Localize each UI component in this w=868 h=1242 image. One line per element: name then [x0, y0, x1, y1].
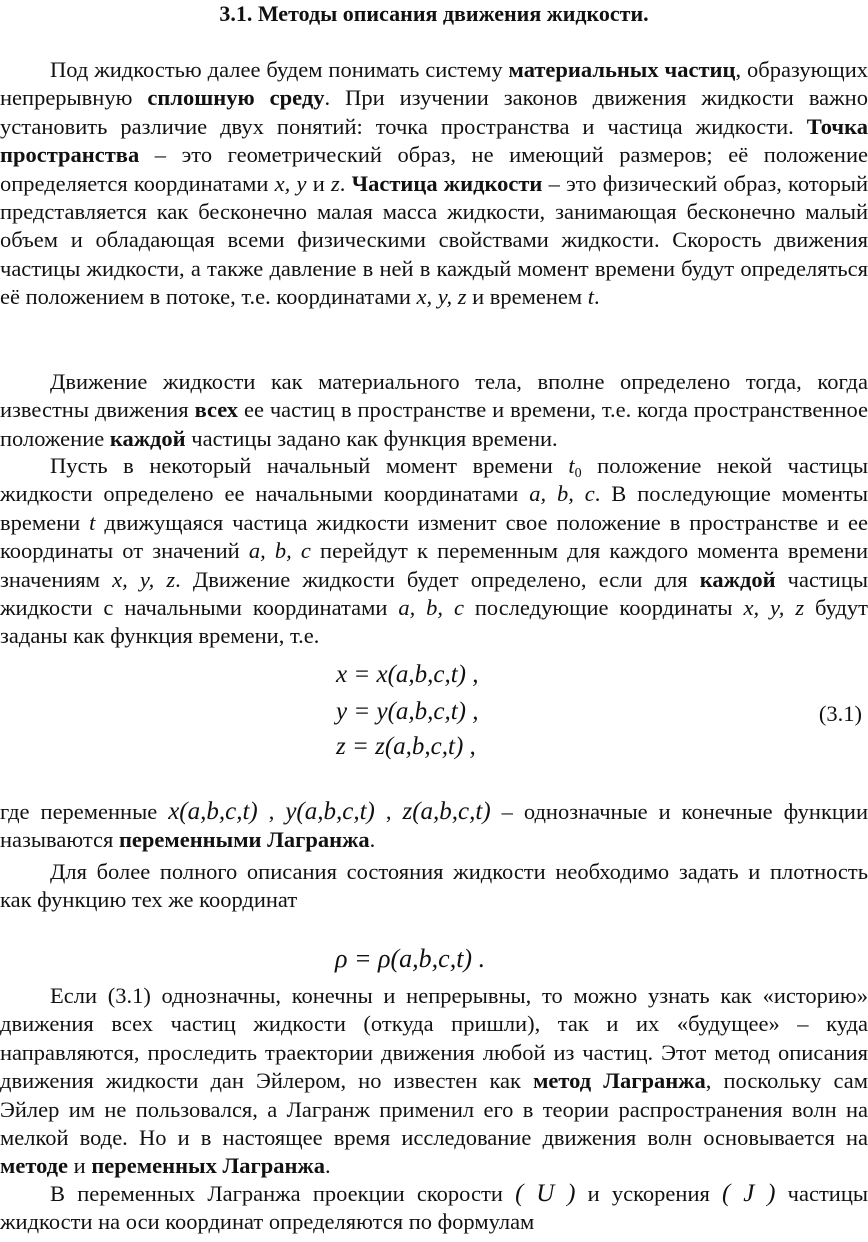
text: . [369, 827, 376, 853]
text: – это физический образ, который представляется как бесконечно малая масса жидкости, занимающая бесконечно малый объем и обладающая всеми физическими свойствами жидкости. Скорость движения частицы жидкости, а также давление в ней в каждый момент времени будут определяться её положением в потоке, т.е. координатами [0, 170, 868, 310]
text: . [339, 170, 352, 196]
math-inline: y(a,b,c,t) [285, 798, 375, 825]
text: . При изучении законов движения жидкости важно установить различие двух понятий: точка пространства и частица жидкости. [0, 85, 868, 139]
text: движущаяся частица жидкости изменит свое положение в пространстве и ее координаты от значений [0, 509, 868, 564]
bold-term: переменных Лагранжа [91, 1153, 326, 1179]
text: частицы жидкости с начальными координатами [0, 566, 868, 621]
text: и [68, 1153, 92, 1179]
text: . В последующие моменты времени [0, 481, 868, 535]
math-inline: ( J ) [722, 1180, 776, 1207]
text: ее частиц в пространстве и времени, т.е. когда пространственное положение [0, 397, 868, 451]
text: и временем [466, 284, 588, 310]
variable: a, b, c [248, 538, 311, 564]
section-title: 3.1. Методы описания движения жидкости. [219, 1, 649, 26]
text: – однозначные и конечные функции называются [0, 799, 868, 853]
paragraph-5: Для более полного описания состояния жидкости необходимо задать и плотность как функцию тех же координат [0, 859, 868, 913]
math-inline: z(a,b,c,t) [402, 798, 491, 825]
bold-term: Точка пространства [0, 113, 868, 168]
equation-line-z: z = z(a,b,c,t) , [336, 733, 476, 760]
text: . [325, 1153, 331, 1179]
paragraph-6 [0, 982, 868, 1181]
text: Пусть в некоторый начальный момент времени [50, 453, 569, 478]
equation-number: (3.1) [818, 701, 862, 726]
text: . Движение жидкости будет определено, если для [175, 566, 700, 592]
text: где переменные [0, 799, 169, 824]
text: и [306, 170, 331, 196]
bold-term: каждой [699, 566, 776, 592]
text: Движение жидкости как материального тела, вполне определено тогда, когда известны движения [0, 369, 868, 423]
text: , [257, 799, 286, 824]
text: , поскольку сам Эйлер им не пользовался, а Лагранж применил его в теории распространения волн на мелкой воде. Но и в настоящее время исследование движения волн основывается на [0, 1068, 868, 1151]
variable: x, y [274, 170, 307, 196]
text: , образующих непрерывную [0, 57, 868, 111]
text: Если (3.1) однозначны, конечны и непрерывны, то можно узнать как «историю» движения всех частиц жидкости (откуда пришли), так и их «будущее» – куда направляются, проследить траектории движения любой из частиц. Этот метод описания движения жидкости дан Эйлером, но известен как [0, 983, 868, 1094]
bold-term: метод Лагранжа [533, 1068, 706, 1094]
variable: t [89, 509, 96, 535]
equation-density: ρ = ρ(a,b,c,t) . [335, 944, 486, 973]
variable: x, y, z [743, 595, 805, 621]
paragraph-1 [0, 56, 868, 312]
variable: t [587, 284, 595, 310]
paragraph-3 [0, 452, 868, 651]
text: перейдут к переменным для каждого момента времени значениям [0, 538, 868, 592]
paragraph-2 [0, 368, 868, 453]
paragraph-7 [0, 1180, 868, 1237]
text: В переменных Лагранжа проекции скорости [50, 1181, 516, 1206]
variable: t [568, 453, 575, 478]
paragraph-4 [0, 798, 868, 855]
variable: x, y, z [416, 284, 467, 310]
math-inline: ( U ) [515, 1180, 576, 1207]
variable: x, y, z [112, 566, 176, 592]
equation-line-y: y = y(a,b,c,t) , [336, 698, 479, 725]
text: будут заданы как функция времени, т.е. [0, 595, 868, 649]
math-inline: x(a,b,c,t) [168, 798, 258, 825]
text: и ускорения [575, 1181, 723, 1206]
variable: a, b, c [398, 595, 464, 621]
text: – это геометрический образ, не имеющий размеров; её положение определяется координатами [0, 142, 868, 196]
bold-term: всех [194, 397, 239, 423]
text: Под жидкостью далее будем понимать систему [50, 57, 509, 82]
equation-line-x: x = x(a,b,c,t) , [336, 661, 479, 688]
bold-term: каждой [109, 425, 186, 451]
text: , [374, 799, 403, 824]
variable: a, b, c [529, 481, 595, 507]
bold-term: материальных частиц [508, 57, 736, 82]
text: положение некой частицы жидкости определено ее начальными координатами [0, 453, 868, 507]
variable: z [330, 170, 340, 196]
text: частицы жидкости на оси координат определяются по формулам [0, 1181, 868, 1235]
bold-term: переменными Лагранжа [118, 827, 370, 853]
bold-term: методе [0, 1153, 69, 1179]
bold-term: Частица жидкости [351, 170, 543, 196]
text: . [594, 284, 600, 310]
text: последующие координаты [463, 595, 744, 621]
text: частицы задано как функция времени. [185, 425, 558, 451]
subscript: 0 [574, 466, 582, 481]
bold-term: сплошную среду [147, 85, 325, 111]
